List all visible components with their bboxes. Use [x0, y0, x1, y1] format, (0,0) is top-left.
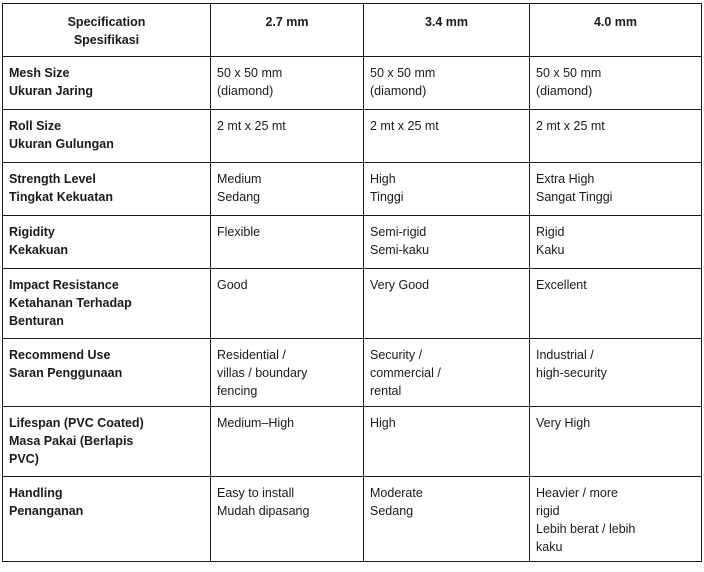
row-label-id: Masa Pakai (Berlapis: [9, 434, 134, 448]
cell-text: (diamond): [536, 84, 593, 98]
cell-text: Mudah dipasang: [217, 504, 310, 518]
row-label-id: Kekakuan: [9, 243, 69, 257]
header-spec-label-en: Specification: [67, 15, 146, 29]
row-label-cell: [3, 110, 211, 163]
cell-text: Lebih berat / lebih: [536, 522, 636, 536]
header-cell-4-0mm: [530, 4, 702, 57]
table-row-lifespan: [3, 407, 702, 477]
cell-text: Moderate: [370, 486, 423, 500]
row-label-id: Penanganan: [9, 504, 84, 518]
cell-text: High: [370, 172, 396, 186]
row-label-en: Roll Size: [9, 119, 62, 133]
value-cell: [530, 269, 702, 339]
cell-text: High: [370, 416, 396, 430]
row-label-cell: [3, 216, 211, 269]
row-label-en: Lifespan (PVC Coated): [9, 416, 144, 430]
cell-text: Medium: [217, 172, 262, 186]
cell-text: high-security: [536, 366, 607, 380]
value-cell: [364, 407, 530, 477]
value-cell: [364, 339, 530, 407]
row-label-en: Mesh Size: [9, 66, 70, 80]
value-cell: [364, 110, 530, 163]
row-label-en: Handling: [9, 486, 63, 500]
value-cell: [211, 269, 364, 339]
value-cell: [211, 407, 364, 477]
cell-text: (diamond): [370, 84, 427, 98]
cell-text: Kaku: [536, 243, 565, 257]
cell-text: Heavier / more: [536, 486, 618, 500]
table-row-impact-resistance: [3, 269, 702, 339]
table-row-handling: [3, 477, 702, 562]
value-cell: [211, 339, 364, 407]
cell-text: 2 mt x 25 mt: [370, 119, 439, 133]
cell-text: Sedang: [217, 190, 261, 204]
row-label-cell: [3, 57, 211, 110]
table-row-roll-size: [3, 110, 702, 163]
value-cell: [530, 407, 702, 477]
value-cell: [364, 477, 530, 562]
cell-text: Industrial /: [536, 348, 594, 362]
row-label-cell: [3, 407, 211, 477]
row-label-en: Recommend Use: [9, 348, 111, 362]
row-label-id: Ukuran Gulungan: [9, 137, 114, 151]
cell-text: 50 x 50 mm: [536, 66, 602, 80]
cell-text: 2 mt x 25 mt: [217, 119, 286, 133]
cell-text: villas / boundary: [217, 366, 308, 380]
cell-text: kaku: [536, 540, 563, 554]
cell-text: (diamond): [217, 84, 274, 98]
value-cell: [211, 110, 364, 163]
cell-text: fencing: [217, 384, 258, 398]
row-label-id: Tingkat Kekuatan: [9, 190, 113, 204]
cell-text: Semi-kaku: [370, 243, 430, 257]
header-cell-2-7mm: [211, 4, 364, 57]
header-cell-specification: [3, 4, 211, 57]
value-cell: [211, 216, 364, 269]
value-cell: [211, 57, 364, 110]
row-label-en: Impact Resistance: [9, 278, 119, 292]
cell-text: Semi-rigid: [370, 225, 427, 239]
value-cell: [211, 163, 364, 216]
row-label-id: Benturan: [9, 314, 64, 328]
cell-text: Tinggi: [370, 190, 404, 204]
header-spec-label-id: Spesifikasi: [73, 33, 140, 47]
specification-table: [2, 3, 702, 562]
value-cell: [211, 477, 364, 562]
table-row-strength-level: [3, 163, 702, 216]
row-label-cell: [3, 339, 211, 407]
table-row-rigidity: [3, 216, 702, 269]
value-cell: [364, 269, 530, 339]
value-cell: [530, 339, 702, 407]
column-header: 4.0 mm: [593, 15, 638, 29]
column-header: 3.4 mm: [424, 15, 469, 29]
row-label-en: Rigidity: [9, 225, 55, 239]
header-cell-3-4mm: [364, 4, 530, 57]
cell-text: Excellent: [536, 278, 587, 292]
value-cell: [364, 57, 530, 110]
cell-text: Very Good: [370, 278, 430, 292]
value-cell: [364, 216, 530, 269]
cell-text: Security /: [370, 348, 423, 362]
value-cell: [530, 110, 702, 163]
row-label-id: Ketahanan Terhadap: [9, 296, 132, 310]
value-cell: [364, 163, 530, 216]
value-cell: [530, 216, 702, 269]
cell-text: rental: [370, 384, 402, 398]
row-label-id: PVC): [9, 452, 39, 466]
value-cell: [530, 477, 702, 562]
cell-text: Sangat Tinggi: [536, 190, 613, 204]
cell-text: Residential /: [217, 348, 286, 362]
cell-text: Extra High: [536, 172, 595, 186]
header-row: [3, 4, 702, 57]
row-label-id: Ukuran Jaring: [9, 84, 94, 98]
cell-text: 50 x 50 mm: [217, 66, 283, 80]
cell-text: 2 mt x 25 mt: [536, 119, 605, 133]
cell-text: Medium–High: [217, 416, 295, 430]
column-header: 2.7 mm: [265, 15, 309, 29]
row-label-cell: [3, 269, 211, 339]
cell-text: Good: [217, 278, 248, 292]
cell-text: Sedang: [370, 504, 414, 518]
value-cell: [530, 57, 702, 110]
row-label-id: Saran Penggunaan: [9, 366, 123, 380]
cell-text: 50 x 50 mm: [370, 66, 436, 80]
row-label-cell: [3, 477, 211, 562]
value-cell: [530, 163, 702, 216]
cell-text: rigid: [536, 504, 560, 518]
cell-text: Flexible: [217, 225, 261, 239]
cell-text: Rigid: [536, 225, 565, 239]
table-row-recommend-use: [3, 339, 702, 407]
cell-text: Easy to install: [217, 486, 295, 500]
row-label-cell: [3, 163, 211, 216]
cell-text: commercial /: [370, 366, 441, 380]
row-label-en: Strength Level: [9, 172, 96, 186]
cell-text: Very High: [536, 416, 591, 430]
table-row-mesh-size: [3, 57, 702, 110]
